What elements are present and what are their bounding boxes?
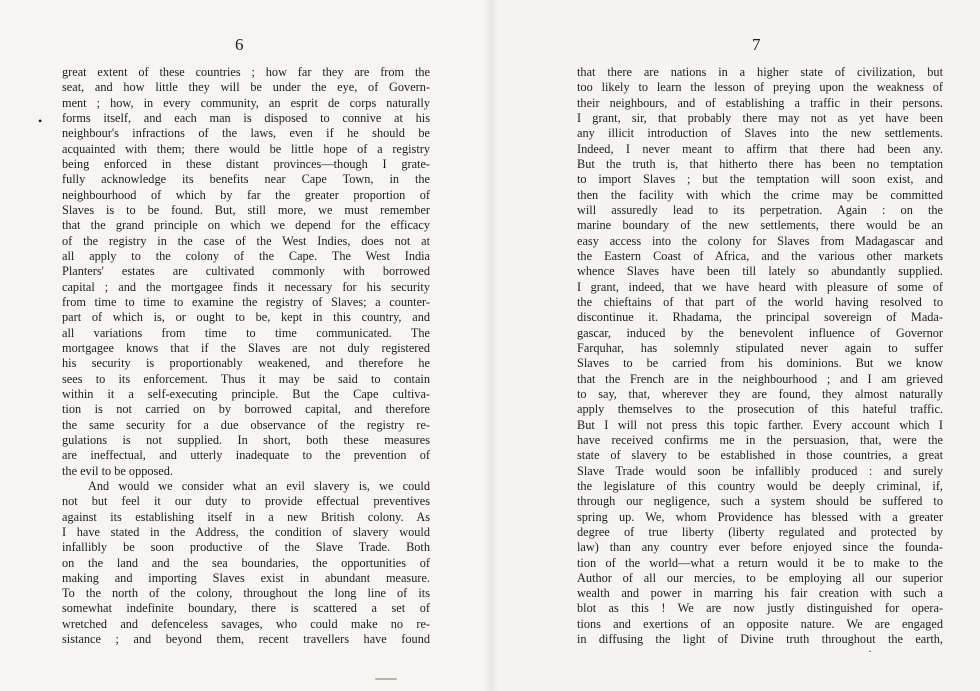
text-line: discontinue it. Rhadama, the principal sovereign of Mada- (577, 310, 943, 325)
right-page (490, 0, 980, 691)
text-line: Slave Trade would soon be infallibly produced : and surely (577, 463, 943, 478)
text-line: to say, that, wherever they are found, they almost naturally (577, 386, 943, 401)
text-line: not but feel it our duty to provide effectual preventives (62, 494, 430, 509)
text-line: gulations is not supplied. In short, both these measures (62, 432, 430, 447)
text-line: Slaves is to be found. But, still more, we must remember (62, 202, 430, 217)
right-page-text (577, 65, 943, 647)
text-line: gascar, induced by the benevolent influence of Governor (577, 325, 943, 340)
text-line: blot as this ! We are now justly distinguished for opera- (577, 601, 943, 616)
text-line: tions and exertions of an opposite nature. We are engaged (577, 616, 943, 631)
text-line: I have stated in the Address, the condition of slavery would (62, 524, 430, 539)
text-line: Author of all our mercies, to be employing all our superior (577, 570, 943, 585)
text-line: part of which is, or ought to be, kept in this country, and (62, 310, 430, 325)
text-line: Slaves to be carried from his dominions. But we know (577, 356, 943, 371)
text-line: through our negligence, such a system should be suffered to (577, 494, 943, 509)
text-line: And would we consider what an evil slavery is, we could (88, 478, 430, 493)
margin-mark: • (38, 114, 43, 128)
text-line: apply themselves to the prosecution of this hateful traffic. (577, 402, 943, 417)
text-line: infallibly be soon productive of the Slave Trade. Both (62, 540, 430, 555)
text-line: seat, and how little they will be under the eye, of Govern- (62, 80, 430, 95)
text-line: the evil to be opposed. (62, 463, 173, 478)
text-line: state of slavery to be established in those countries, a great (577, 448, 943, 463)
text-line: the legislature of this country would be deeply criminal, if, (577, 478, 943, 493)
text-line: that there are nations in a higher state of civilization, but (577, 65, 943, 79)
text-line: tion of the world—what a return would it be to make to the (577, 555, 943, 570)
page-number-right: 7 (752, 35, 761, 54)
left-page-text (62, 65, 430, 647)
text-line: on the land and the sea boundaries, the opportunities of (62, 555, 430, 570)
text-line: all apply to the colony of the Cape. The West India (62, 248, 430, 263)
text-line: too likely to learn the lesson of preying upon the weakness of (577, 80, 943, 95)
text-line: his security is proportionably weakened, and therefore he (62, 356, 430, 371)
text-line: acquainted with them; there would be little hope of a registry (62, 141, 430, 156)
text-line: the Eastern Coast of Africa, and the various other markets (577, 248, 943, 263)
text-line: the same security for a due observance of the registry re- (62, 417, 430, 432)
text-line: ment ; how, in every community, an esprit de corps naturally (62, 95, 430, 110)
text-line: fully acknowledge its benefits near Cape Town, in the (62, 172, 430, 187)
text-line: have received confirms me in the persuasion, that, were the (577, 432, 943, 447)
text-line: neighbour's infractions of the laws, even if he should be (62, 126, 430, 141)
text-line: the chieftains of that part of the world having resolved to (577, 294, 943, 309)
text-line: will assuredly lead to its perpetration. Again : on the (577, 202, 943, 217)
text-line: wretched and defenceless savages, who could make no re- (62, 616, 430, 631)
text-line: To the north of the colony, throughout the long line of its (62, 586, 430, 601)
text-line: forms itself, and each man is disposed to connive at his (62, 110, 430, 125)
text-line: making and importing Slaves exist in abundant measure. (62, 570, 430, 585)
text-line: neighbourhood of which by far the greater proportion of (62, 187, 430, 202)
text-line: being enforced in these distant provinces—though I grate- (62, 156, 430, 171)
text-line: their neighbours, and of establishing a traffic in their persons. (577, 95, 943, 110)
text-line: from time to time to examine the registry of Slaves; a counter- (62, 294, 430, 309)
text-line: against its establishing itself in a new British colony. As (62, 509, 430, 524)
text-line: sistance ; and beyond them, recent travellers have found (62, 632, 430, 647)
text-line: are ineffectual, and utterly inadequate to the prevention of (62, 448, 430, 463)
text-line: I grant, indeed, that we have heard with pleasure of some of (577, 279, 943, 294)
text-line: But the truth is, that hitherto there has been no temptation (577, 156, 943, 171)
bottom-mark: · (868, 644, 872, 658)
text-line: within it a self-executing principle. But the Cape cultiva- (62, 386, 430, 401)
text-line: easy access into the colony for Slaves from Madagascar and (577, 233, 943, 248)
text-line: great extent of these countries ; how far they are from the (62, 65, 430, 79)
text-line: that the French are in the neighbourhood ; and I am grieved (577, 371, 943, 386)
text-line: Indeed, I never meant to affirm that there had been any. (577, 141, 943, 156)
text-line: Farquhar, has solemnly stipulated never again to suffer (577, 340, 943, 355)
text-line: degree of true liberty (liberty regulated and protected by (577, 524, 943, 539)
text-line: sees to its enforcement. Thus it may be said to contain (62, 371, 430, 386)
book-gutter (484, 0, 498, 691)
text-line: that the grand principle on which we depend for the efficacy (62, 218, 430, 233)
text-line: tion is not carried on by borrowed capital, and therefore (62, 402, 430, 417)
text-line: marine boundary of the new settlements, there would be an (577, 218, 943, 233)
text-line: capital ; and the mortgagee finds it necessary for his security (62, 279, 430, 294)
text-line: I grant, sir, that probably there may not as yet have been (577, 110, 943, 125)
page-smudge (375, 678, 397, 680)
text-line: any illicit introduction of Slaves into the new settlements. (577, 126, 943, 141)
text-line: somewhat indefinite boundary, there is scattered a set of (62, 601, 430, 616)
text-line: whence Slaves have been till lately so abundantly supplied. (577, 264, 943, 279)
text-line: mortgagee knows that if the Slaves are not duly registered (62, 340, 430, 355)
text-line: of the registry in the case of the West Indies, does not at (62, 233, 430, 248)
text-line: then the facility with which the crime may be committed (577, 187, 943, 202)
text-line: all variations from time to time communicated. The (62, 325, 430, 340)
text-line: But I will not press this topic farther. Every account which I (577, 417, 943, 432)
text-line: wealth and power in marring his fair creation with such a (577, 586, 943, 601)
text-line: in diffusing the light of Divine truth throughout the earth, (577, 632, 943, 647)
text-line: law) than any country ever before enjoyed since the founda- (577, 540, 943, 555)
page-number-left: 6 (235, 35, 244, 54)
text-line: Planters' estates are cultivated commonly with borrowed (62, 264, 430, 279)
text-line: to import Slaves ; but the temptation will soon exist, and (577, 172, 943, 187)
text-line: spring up. We, whom Providence has blessed with a greater (577, 509, 943, 524)
